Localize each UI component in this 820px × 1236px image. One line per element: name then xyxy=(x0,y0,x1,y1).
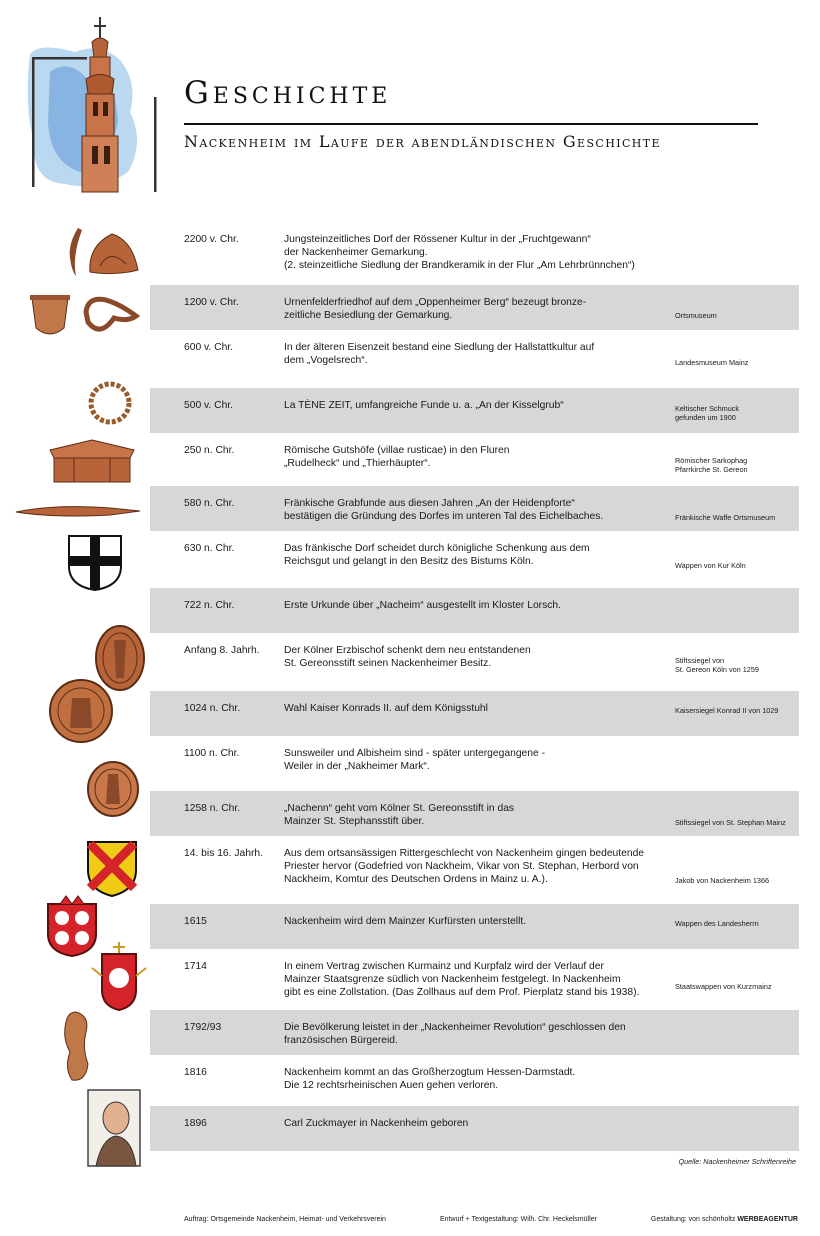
timeline-text: Jungsteinzeitliches Dorf der Rössener Kultur in der „Fruchtgewann“ der Nackenheimer Gemarkung. (2. steinzeitliche Siedlung der Brandkeramik in der Flur „Am Lehrbrünnchen“) xyxy=(284,234,635,271)
timeline-year: 600 v. Chr. xyxy=(184,342,234,353)
timeline-year: 1816 xyxy=(184,1067,207,1078)
bronze-vessel-icon xyxy=(28,292,143,344)
timeline-text: Aus dem ortsansässigen Rittergeschlecht von Nackenheim gingen bedeutende Priester hervor (Godefried von Nackheim, Vikar von St. Stephan, Herbord von Nackheim, Komtur des Deutschen Ordens in Mainz u. A.). xyxy=(284,848,645,885)
timeline-row xyxy=(150,949,799,1010)
timeline-text: Nackenheim wird dem Mainzer Kurfürsten unterstellt. xyxy=(284,916,527,927)
nackenheim-knight-coat-of-arms-icon xyxy=(86,840,138,898)
timeline-text: Wahl Kaiser Konrads II. auf dem Königsstuhl xyxy=(284,703,488,714)
timeline-text: Das fränkische Dorf scheidet durch königliche Schenkung aus dem Reichsgut und gelangt in den Besitz des Bistums Köln. xyxy=(284,543,590,567)
page-subtitle: Nackenheim im Laufe der abendländischen Geschichte xyxy=(184,132,661,151)
timeline-text: Fränkische Grabfunde aus diesen Jahren „An der Heidenpforte“ bestätigen die Gründung des Dorfes im unteren Tal des Eichelbaches. xyxy=(284,498,604,522)
timeline-text: Der Kölner Erzbischof schenkt dem neu entstandenen St. Gereonsstift seinen Nackenheimer Besitz. xyxy=(284,645,531,669)
timeline-row xyxy=(150,633,799,691)
timeline-year: 580 n. Chr. xyxy=(184,498,235,509)
timeline-text: Sunsweiler und Albisheim sind - später untergegangene - Weiler in der „Nakheimer Mark“. xyxy=(284,748,546,772)
footer-entwurf: Entwurf + Textgestaltung: Wilh. Chr. Heckelsmüller xyxy=(440,1216,597,1223)
timeline-text: Nackenheim kommt an das Großherzogtum Hessen-Darmstadt. Die 12 rechtsrheinischen Auen gehen verloren. xyxy=(284,1067,576,1091)
timeline-year: 250 n. Chr. xyxy=(184,445,235,456)
church-tower-illustration xyxy=(20,12,160,197)
timeline-caption: Wappen von Kur Köln xyxy=(675,561,746,570)
agency-name: WERBEAGENTUR xyxy=(737,1216,798,1223)
timeline-year: 1896 xyxy=(184,1118,207,1129)
timeline-year: 1714 xyxy=(184,961,207,972)
timeline-caption: Jakob von Nackenheim 1366 xyxy=(675,876,770,885)
footer-gestaltung: Gestaltung: von schönholtz WERBEAGENTUR xyxy=(650,1216,798,1223)
kurmainz-state-coat-of-arms-icon xyxy=(88,940,150,1012)
timeline-caption: Keltischer Schmuck gefunden um 1900 xyxy=(675,404,740,422)
timeline-year: 630 n. Chr. xyxy=(184,543,235,554)
timeline-year: 2200 v. Chr. xyxy=(184,234,239,245)
timeline-row xyxy=(150,1055,799,1106)
st-stephan-seal-icon xyxy=(86,760,140,818)
timeline-caption: Stiftssiegel von St. Gereon Köln von 1259 xyxy=(675,656,759,674)
timeline-year: 722 n. Chr. xyxy=(184,600,235,611)
timeline-year: 1258 n. Chr. xyxy=(184,803,241,814)
timeline-row xyxy=(150,1106,799,1151)
konrad-ii-seal-icon xyxy=(48,678,114,744)
timeline-year: 1792/93 xyxy=(184,1022,222,1033)
zuckmayer-portrait-icon xyxy=(86,1088,142,1168)
timeline-text: In der älteren Eisenzeit bestand eine Siedlung der Hallstattkultur auf dem „Vogelsrech“. xyxy=(284,342,595,366)
timeline-row xyxy=(150,791,799,836)
timeline-caption: Römischer Sarkophag Pfarrkirche St. Gereon xyxy=(675,456,748,474)
footer-credits xyxy=(184,1216,798,1223)
timeline-caption: Landesmuseum Mainz xyxy=(675,358,749,367)
timeline-text: La TÈNE ZEIT, umfangreiche Funde u. a. „An der Kisselgrub“ xyxy=(284,400,564,411)
kur-koeln-coat-of-arms-icon xyxy=(67,534,123,592)
timeline-row xyxy=(150,486,799,531)
timeline-text: Urnenfelderfriedhof auf dem „Oppenheimer Berg“ bezeugt bronze- zeitliche Besiedlung der Gemarkung. xyxy=(284,297,587,321)
timeline-text: „Nachenn“ geht vom Kölner St. Gereonsstift in das Mainzer St. Stephansstift über. xyxy=(284,803,515,827)
stone-tool-icon xyxy=(60,226,145,278)
timeline-row xyxy=(150,691,799,736)
celtic-necklace-icon xyxy=(85,377,135,429)
timeline-text: Carl Zuckmayer in Nackenheim geboren xyxy=(284,1118,469,1129)
timeline-text: Römische Gutshöfe (villae rusticae) in den Fluren „Rudelheck“ und „Thierhäupter“. xyxy=(284,445,510,469)
timeline-text: Erste Urkunde über „Nacheim“ ausgestellt im Kloster Lorsch. xyxy=(284,600,561,611)
timeline-year: 500 v. Chr. xyxy=(184,400,234,411)
frankish-weapon-icon xyxy=(14,500,142,522)
timeline-year: 1100 n. Chr. xyxy=(184,748,240,759)
timeline-row xyxy=(150,222,799,285)
timeline-caption: Stiftssiegel von St. Stephan Mainz xyxy=(675,818,786,827)
timeline-row xyxy=(150,736,799,791)
timeline-text: Die Bevölkerung leistet in der „Nackenheimer Revolution“ geschlossen den französischen Bürgereid. xyxy=(284,1022,626,1046)
timeline-row xyxy=(150,588,799,633)
carved-figure-icon xyxy=(56,1008,96,1084)
timeline-caption: Wappen des Landesherrn xyxy=(675,919,759,928)
timeline-row xyxy=(150,285,799,330)
roman-sarcophagus-icon xyxy=(44,436,139,486)
timeline-row xyxy=(150,836,799,904)
timeline-year: 1200 v. Chr. xyxy=(184,297,239,308)
timeline-row xyxy=(150,330,799,388)
timeline-text: In einem Vertrag zwischen Kurmainz und Kurpfalz wird der Verlauf der Mainzer Staatsgrenze südlich von Nackenheim festgelegt. In Nackenheim gibt es eine Zollstation. (Das Zollhaus auf dem Prof. Pierplatz stand bis 1938). xyxy=(284,961,640,998)
timeline-row xyxy=(150,388,799,433)
timeline-row xyxy=(150,531,799,588)
timeline-caption: Fränkische Waffe Ortsmuseum xyxy=(675,513,776,522)
source-credit: Quelle: Nackenheimer Schriftenreihe xyxy=(678,1157,796,1166)
footer-auftrag: Auftrag: Ortsgemeinde Nackenheim, Heimat- und Verkehrsverein xyxy=(184,1216,386,1223)
timeline-row xyxy=(150,433,799,486)
timeline-row xyxy=(150,1010,799,1055)
timeline-year: 1615 xyxy=(184,916,207,927)
timeline-row xyxy=(150,904,799,949)
title-underline xyxy=(184,123,758,125)
timeline-caption: Staatswappen von Kurzmainz xyxy=(675,982,772,991)
timeline-year: 14. bis 16. Jahrh. xyxy=(184,848,263,859)
timeline-year: Anfang 8. Jahrh. xyxy=(184,645,260,656)
page-title: Geschichte xyxy=(184,75,392,111)
timeline-caption: Ortsmuseum xyxy=(675,311,717,320)
timeline xyxy=(150,222,799,1151)
timeline-year: 1024 n. Chr. xyxy=(184,703,241,714)
timeline-caption: Kaisersiegel Konrad II von 1029 xyxy=(675,706,779,715)
